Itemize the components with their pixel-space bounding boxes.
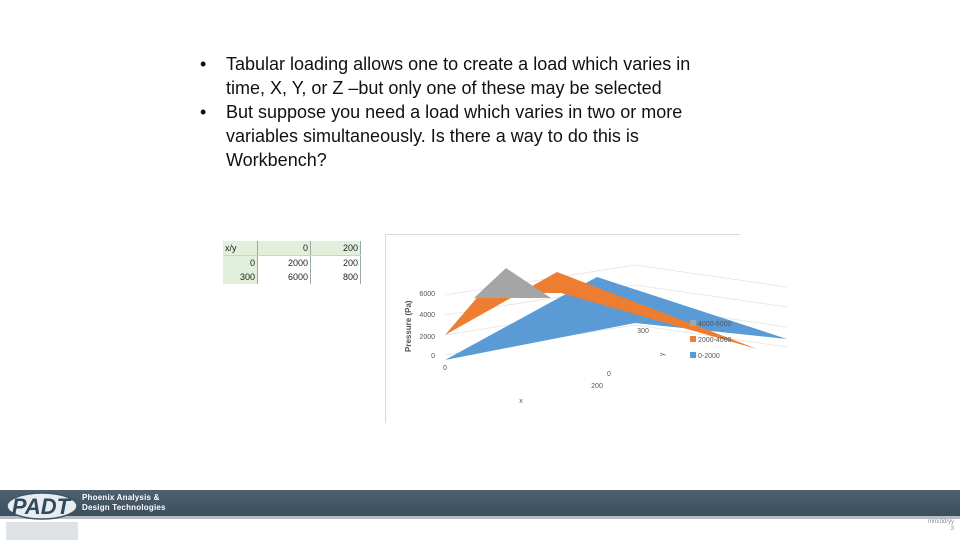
z-tick-label: 4000 <box>419 312 435 319</box>
legend-swatch <box>690 320 696 326</box>
table-cell: 200 <box>311 241 361 256</box>
footnote-date: mm/dd/yy <box>927 519 954 525</box>
z-tick-label: 2000 <box>419 334 435 341</box>
legend-label: 2000-4000 <box>698 337 732 344</box>
z-tick-label: 0 <box>431 353 435 360</box>
z-tick-label: 6000 <box>419 291 435 298</box>
table-cell: 200 <box>311 256 361 271</box>
company-name-line: Phoenix Analysis & <box>82 493 160 502</box>
bullet-marker: • <box>200 102 207 122</box>
slide-footnote <box>928 519 954 533</box>
table-cell: 0 <box>223 256 258 271</box>
legend-swatch <box>690 336 696 342</box>
table-cell: x/y <box>223 241 258 256</box>
z-axis-label: Pressure (Pa) <box>404 300 413 352</box>
legend-label: 0-2000 <box>698 353 720 360</box>
bullet-text: But suppose you need a load which varies in two or more variables simultaneously. Is there a way to do this is Workbench? <box>226 102 683 170</box>
legend-label: 4000-6000 <box>698 321 732 328</box>
table-cell: 6000 <box>258 270 311 284</box>
slide-number: 3 <box>950 526 954 532</box>
y-tick-label: 0 <box>607 371 611 378</box>
company-name-line: Design Technologies <box>82 503 166 512</box>
x-axis-label: x <box>519 398 523 405</box>
bullet-text: Tabular loading allows one to create a load which varies in time, X, Y, or Z –but only one of these may be selected <box>226 54 691 98</box>
table-cell: 0 <box>258 241 311 256</box>
x-tick-label: 200 <box>591 383 603 390</box>
table-cell: 2000 <box>258 256 311 271</box>
padt-logo <box>6 484 78 540</box>
y-tick-label: 300 <box>637 328 649 335</box>
x-tick-label: 0 <box>443 365 447 372</box>
company-name <box>82 493 166 513</box>
bullet-marker: • <box>200 54 207 74</box>
svg-text:PADT: PADT <box>11 494 71 519</box>
chart-surface <box>445 268 787 360</box>
legend-swatch <box>690 352 696 358</box>
table-cell: 300 <box>223 270 258 284</box>
y-axis-label: y <box>659 352 666 356</box>
table-cell: 800 <box>311 270 361 284</box>
